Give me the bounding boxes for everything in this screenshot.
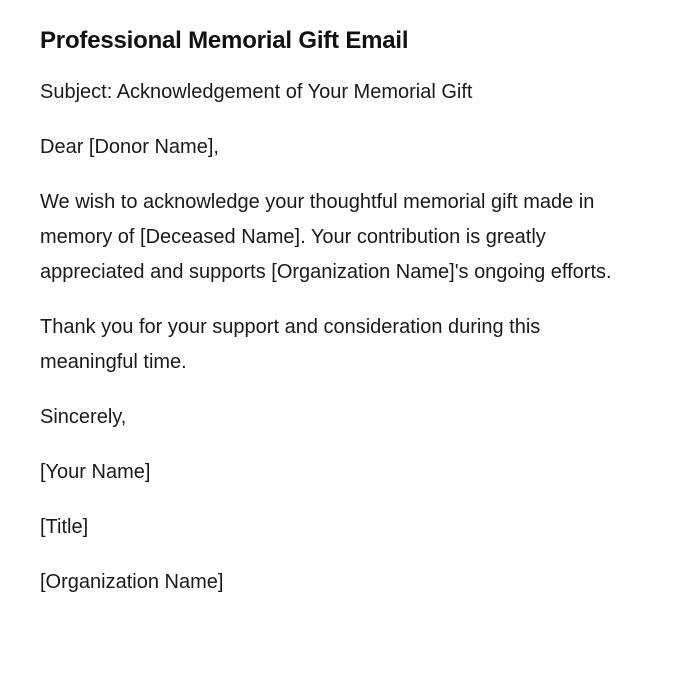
- signature-title: [Title]: [40, 516, 89, 538]
- signature-name: [Your Name]: [40, 461, 151, 483]
- signature-organization: [Organization Name]: [40, 571, 224, 593]
- page-title: Professional Memorial Gift Email: [40, 27, 409, 54]
- email-body-paragraph-2: Thank you for your support and consideration during this meaningful time.: [40, 316, 541, 373]
- email-greeting: Dear [Donor Name],: [40, 136, 219, 158]
- email-subject: Subject: Acknowledgement of Your Memorial Gift: [40, 81, 473, 103]
- email-body-paragraph-1: We wish to acknowledge your thoughtful memorial gift made in memory of [Deceased Name]. Your contribution is greatly appreciated and supports [Organization Name]'s ongoing efforts.: [40, 191, 612, 283]
- email-closing: Sincerely,: [40, 406, 127, 428]
